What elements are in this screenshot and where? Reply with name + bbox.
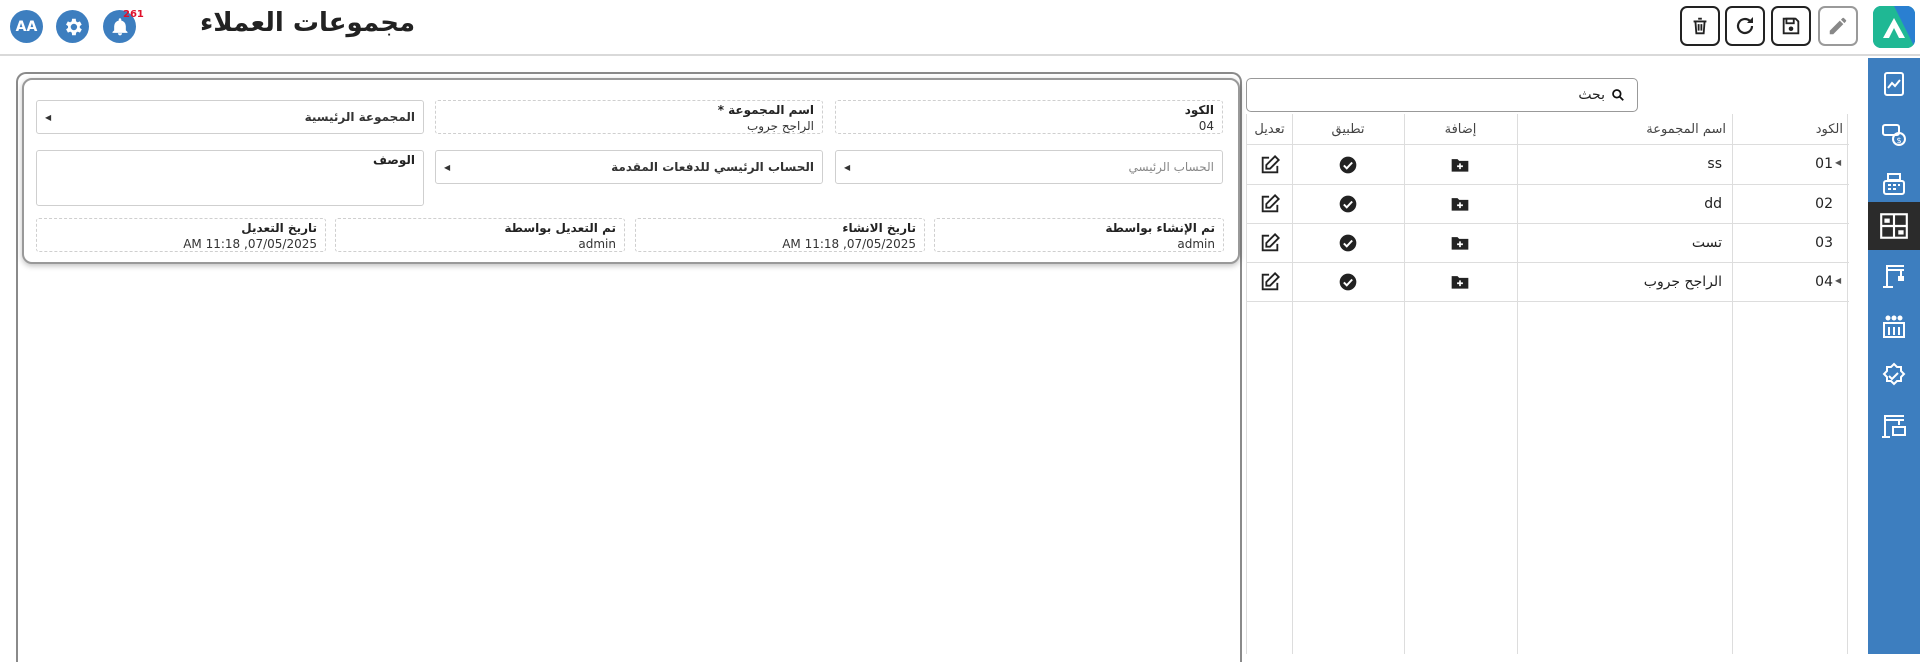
app-logo[interactable] [1873, 6, 1915, 48]
apply-button[interactable] [1333, 150, 1363, 180]
add-child-button[interactable] [1445, 228, 1475, 258]
save-icon [1780, 15, 1802, 37]
check-circle-icon [1338, 155, 1358, 175]
search-input[interactable] [1246, 78, 1638, 112]
code-value: 04 [1198, 119, 1214, 133]
sidebar-item-construction[interactable] [1868, 402, 1920, 450]
sidebar-item-hr[interactable] [1868, 302, 1920, 350]
pencil-icon [1827, 15, 1849, 37]
description-label: الوصف [372, 153, 415, 167]
search-icon [1611, 88, 1625, 102]
edit-button[interactable] [1818, 6, 1858, 46]
folder-plus-icon [1450, 234, 1470, 252]
page-title: مجموعات العملاء [200, 8, 416, 38]
apply-button[interactable] [1333, 228, 1363, 258]
row-code: 03 [1815, 234, 1833, 251]
sidebar-item-finance[interactable] [1868, 110, 1920, 158]
logo-icon [1873, 6, 1915, 48]
column-header-edit[interactable]: تعديل [1254, 121, 1285, 137]
approval-badge-icon [1879, 361, 1909, 391]
group-name-value: الراجح جروب [746, 119, 814, 133]
group-form [22, 78, 1240, 264]
created-by-field [934, 218, 1224, 252]
edit-row-button[interactable] [1255, 150, 1285, 180]
check-circle-icon [1338, 272, 1358, 292]
search-placeholder: بحث [1578, 87, 1605, 103]
main-account-placeholder: الحساب الرئيسي [1128, 160, 1214, 174]
save-button[interactable] [1771, 6, 1811, 46]
sidebar-item-inventory[interactable] [1868, 202, 1920, 250]
refresh-button[interactable] [1725, 6, 1765, 46]
edit-row-button[interactable] [1255, 228, 1285, 258]
column-header-add[interactable]: إضافة [1444, 121, 1477, 137]
sidebar-item-projects[interactable] [1868, 252, 1920, 300]
edit-square-icon [1259, 232, 1281, 254]
side-navigation [1868, 58, 1920, 654]
add-child-button[interactable] [1445, 267, 1475, 297]
edit-square-icon [1259, 154, 1281, 176]
folder-plus-icon [1450, 195, 1470, 213]
modified-by-value: admin [578, 237, 616, 251]
warehouse-shelves-icon [1878, 210, 1910, 242]
sidebar-item-reports[interactable] [1868, 60, 1920, 108]
main-group-label: المجموعة الرئيسية [304, 110, 415, 124]
edit-row-button[interactable] [1255, 267, 1285, 297]
column-header-name[interactable]: اسم المجموعة [1646, 121, 1726, 137]
caret-left-icon: ◀ [444, 162, 451, 172]
group-name-field[interactable] [435, 100, 823, 134]
row-name: تست [1691, 234, 1722, 251]
caret-left-icon: ◀ [844, 162, 851, 172]
edit-row-button[interactable] [1255, 189, 1285, 219]
crane-icon [1879, 261, 1909, 291]
created-by-value: admin [1177, 237, 1215, 251]
svg-text:$: $ [1896, 136, 1902, 145]
settings-button[interactable] [56, 10, 89, 43]
column-header-apply[interactable]: تطبيق [1331, 121, 1365, 137]
description-field[interactable] [36, 150, 424, 206]
modified-by-field [335, 218, 625, 252]
main-account-select[interactable] [835, 150, 1223, 184]
created-at-field [635, 218, 925, 252]
crane-alt-icon [1879, 411, 1909, 441]
edit-square-icon [1259, 271, 1281, 293]
modified-at-label: تاريخ التعديل [241, 221, 317, 235]
notification-badge: 261 [123, 9, 144, 20]
report-chart-icon [1879, 69, 1909, 99]
modified-by-label: تم التعديل بواسطة [504, 221, 616, 235]
add-child-button[interactable] [1445, 150, 1475, 180]
refresh-icon [1733, 14, 1757, 38]
advance-account-label: الحساب الرئيسي للدفعات المقدمة [611, 160, 814, 174]
top-bar [0, 0, 1920, 56]
delete-button[interactable] [1680, 6, 1720, 46]
code-label: الكود [1184, 103, 1214, 117]
check-circle-icon [1338, 194, 1358, 214]
code-field[interactable] [835, 100, 1223, 134]
money-stack-icon [1879, 119, 1909, 149]
caret-left-icon: ◀ [45, 112, 52, 122]
apply-button[interactable] [1333, 189, 1363, 219]
groups-table [1246, 114, 1848, 654]
row-name: ss [1707, 156, 1722, 172]
trash-icon [1689, 15, 1711, 37]
sidebar-item-sales[interactable] [1868, 160, 1920, 208]
sidebar-item-approvals[interactable] [1868, 352, 1920, 400]
gear-icon [62, 16, 84, 38]
row-name: الراجح جروب [1643, 273, 1722, 290]
group-name-label: اسم المجموعة * [717, 103, 814, 117]
modified-at-field [36, 218, 326, 252]
avatar[interactable]: AA [10, 10, 43, 43]
column-header-code[interactable]: الكود [1815, 121, 1843, 137]
created-at-value: 07/05/2025, 11:18 AM [782, 237, 916, 251]
building-people-icon [1879, 311, 1909, 341]
row-code: 02 [1815, 195, 1833, 212]
row-code: 01 [1815, 156, 1833, 172]
main-group-select[interactable] [36, 100, 424, 134]
cash-register-icon [1879, 169, 1909, 199]
modified-at-value: 07/05/2025, 11:18 AM [183, 237, 317, 251]
edit-square-icon [1259, 193, 1281, 215]
expand-row-icon[interactable]: ◀ [1835, 276, 1842, 285]
expand-row-icon[interactable]: ◀ [1835, 158, 1842, 167]
add-child-button[interactable] [1445, 189, 1475, 219]
folder-plus-icon [1450, 273, 1470, 291]
row-name: dd [1704, 195, 1722, 212]
advance-account-select[interactable] [435, 150, 823, 184]
row-code: 04 [1815, 273, 1833, 290]
apply-button[interactable] [1333, 267, 1363, 297]
folder-plus-icon [1450, 156, 1470, 174]
check-circle-icon [1338, 233, 1358, 253]
created-by-label: تم الإنشاء بواسطة [1105, 221, 1215, 235]
created-at-label: تاريخ الانشاء [842, 221, 916, 235]
